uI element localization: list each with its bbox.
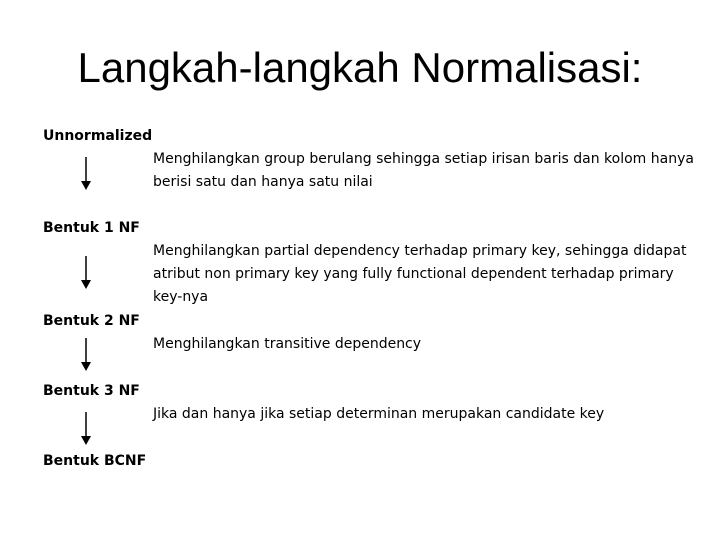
step-line: atribut non primary key yang fully functional dependent terhadap primary	[153, 266, 674, 282]
stage-2nf: Bentuk 2 NF	[43, 313, 140, 329]
step-line: berisi satu dan hanya satu nilai	[153, 174, 373, 190]
step-line: key-nya	[153, 289, 209, 305]
step-line: Menghilangkan partial dependency terhadap primary key, sehingga didapat	[153, 243, 687, 259]
stage-unnormalized: Unnormalized	[43, 128, 153, 144]
stage-1nf: Bentuk 1 NF	[43, 220, 140, 236]
down-arrow-icon	[79, 338, 93, 372]
down-arrow-icon	[79, 412, 93, 446]
step-line: Menghilangkan group berulang sehingga setiap irisan baris dan kolom hanya	[153, 151, 694, 167]
stage-3nf: Bentuk 3 NF	[43, 383, 140, 399]
stage-bcnf: Bentuk BCNF	[43, 453, 147, 469]
step-line: Jika dan hanya jika setiap determinan merupakan candidate key	[153, 406, 605, 422]
down-arrow-icon	[79, 256, 93, 290]
step-description-3	[153, 333, 688, 356]
slide-title: Langkah-langkah Normalisasi:	[77, 44, 643, 91]
down-arrow-icon	[79, 157, 93, 191]
step-line: Menghilangkan transitive dependency	[153, 336, 422, 352]
step-description-2	[153, 240, 688, 309]
step-description-4	[153, 403, 688, 426]
step-description-1	[153, 148, 694, 194]
